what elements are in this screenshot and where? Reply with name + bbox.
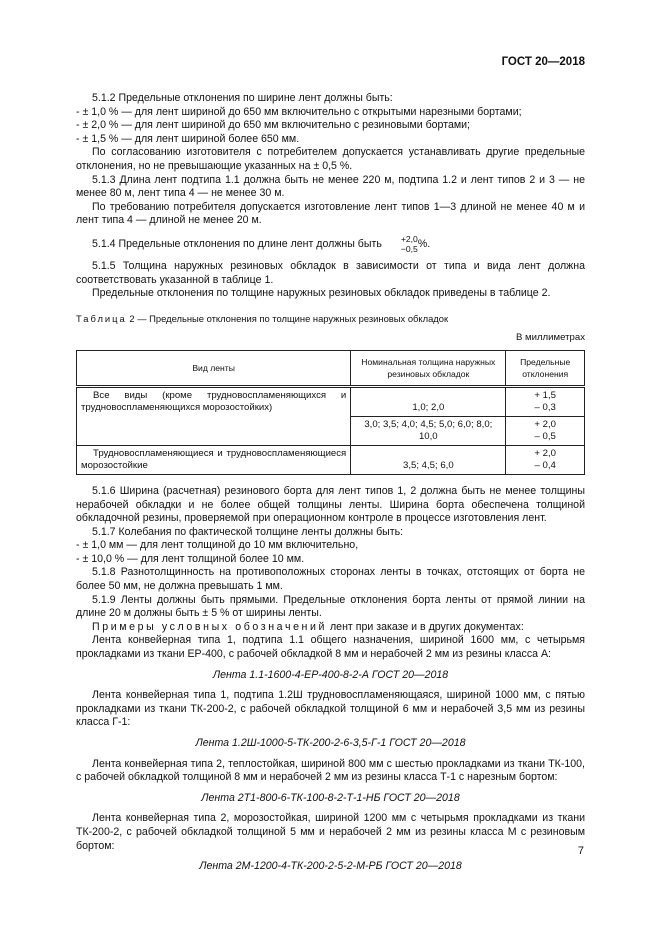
kind-cell: Трудновоспламеняющиеся и трудновоспламеняющиеся морозостойкие bbox=[77, 445, 351, 474]
list-item: - ± 2,0 % — для лент шириной до 650 мм включительно с резиновыми бортами; bbox=[76, 119, 470, 132]
examples-intro bbox=[76, 621, 585, 635]
list-item: - ± 1,0 % — для лент шириной до 650 мм включительно с открытыми нарезными бортами; bbox=[76, 105, 522, 118]
section-5-1-3: 5.1.3 Длина лент подтипа 1.1 должна быть не менее 220 м, подтипа 1.2 и лент типов 2 и 3 — не менее 80 м, лент типа 4 — не менее 30 м. bbox=[76, 173, 585, 200]
column-header-kind: Вид ленты bbox=[77, 350, 351, 386]
table-header-row bbox=[77, 350, 585, 386]
thickness-cell: 3,5; 4,5; 6,0 bbox=[351, 445, 506, 474]
example-designation: Лента 2М-1200-4-ТК-200-2-5-2-М-РБ ГОСТ 20—2018 bbox=[199, 860, 462, 873]
table-caption-word: Таблица bbox=[76, 312, 127, 324]
table-2-unit: В миллиметрах bbox=[515, 332, 585, 344]
example-designation: Лента 1.1-1600-4-ЕР-400-8-2-А ГОСТ 20—2018 bbox=[212, 668, 449, 681]
deviation-minus: – 0,5 bbox=[534, 430, 556, 442]
tolerance-lower: −0,5 bbox=[400, 243, 418, 254]
section-5-1-2-title: 5.1.2 Предельные отклонения по ширине лент должны быть: bbox=[92, 92, 393, 104]
example-description: Лента конвейерная типа 2, теплостойкая, шириной 800 мм с шестью прокладками из ткани ТК-100, с рабочей обкладкой толщиной 8 мм и нерабочей 2 мм из резины класса Т-1 с нарезным бортом: bbox=[76, 757, 585, 784]
deviation-plus: + 1,5 bbox=[534, 389, 556, 401]
section-5-1-6: 5.1.6 Ширина (расчетная) резинового борта для лент типов 1, 2 должна быть не менее толщины нерабочей обкладки и не более общей толщины ленты. Ширина борта обеспечена толщиной обкладочной резины, проверяемой при операционном контроле в процессе изготовления лент. bbox=[76, 484, 585, 525]
tolerance-upper: +2,0 bbox=[400, 233, 418, 244]
table-2-caption bbox=[76, 312, 585, 326]
example-description: Лента конвейерная типа 2, морозостойкая, шириной 1200 мм с четырьмя прокладками из ткани ТК-200-2, с рабочей обкладкой толщиной 5 мм и нерабочей 2 мм из резины класса М с резиновым бортом: bbox=[76, 812, 585, 852]
examples-heading: Примеры условных обозначений bbox=[92, 620, 328, 633]
deviation-cell bbox=[506, 416, 585, 445]
example-description: Лента конвейерная типа 1, подтипа 1.1 общего назначения, шириной 1600 мм, с четырьмя прокладками из ткани ЕР-400, с рабочей обкладкой 8 мм и нерабочей 2 мм из резины класса А: bbox=[76, 634, 585, 661]
table-row bbox=[77, 386, 585, 416]
length-tolerance bbox=[385, 234, 418, 254]
page-number: 7 bbox=[577, 845, 584, 857]
deviation-minus: – 0,3 bbox=[534, 401, 556, 413]
deviation-minus: – 0,4 bbox=[534, 459, 556, 471]
deviation-cell bbox=[506, 445, 585, 474]
deviation-plus: + 2,0 bbox=[534, 447, 556, 459]
example-description: Лента конвейерная типа 1, подтипа 1.2Ш трудновоспламеняющаяся, шириной 1000 мм, с пятью прокладками из ткани ТК-200-2, с рабочей обкладкой толщиной 6 мм и нерабочей 3,5 мм из резины класса Г-1: bbox=[76, 689, 585, 729]
examples-intro-text: лент при заказе и в других документах: bbox=[330, 620, 524, 633]
section-5-1-5: 5.1.5 Толщина наружных резиновых обкладок в зависимости от типа и вида лент должна соответствовать указанной в таблице 1. bbox=[76, 259, 585, 286]
section-5-1-4-text: 5.1.4 Предельные отклонения по длине лент должны быть bbox=[92, 237, 382, 250]
table-2 bbox=[76, 350, 585, 475]
tolerance-unit: %. bbox=[417, 237, 431, 250]
section-5-1-8: 5.1.8 Разнотолщинность на противоположных сторонах ленты в точках, отстоящих от борта не более 50 мм, не должна превышать 1 мм. bbox=[76, 566, 585, 593]
section-5-1-7-title: 5.1.7 Колебания по фактической толщине ленты должны быть: bbox=[92, 525, 404, 538]
thickness-cell: 3,0; 3,5; 4,0; 4,5; 5,0; 6,0; 8,0; 10,0 bbox=[351, 416, 506, 445]
column-header-thickness: Номинальная толщина наружных резиновых обкладок bbox=[351, 350, 506, 386]
example-designation: Лента 2Т1-800-6-ТК-100-8-2-Т-1-НБ ГОСТ 20—2018 bbox=[201, 791, 460, 804]
table-caption-text: 2 — Предельные отклонения по толщине наружных резиновых обкладок bbox=[129, 312, 449, 324]
example-designation: Лента 1.2Ш-1000-5-ТК-200-2-6-3,5-Г-1 ГОСТ 20—2018 bbox=[195, 737, 466, 749]
document-code: ГОСТ 20—2018 bbox=[501, 56, 585, 68]
section-5-1-2-note: По согласованию изготовителя с потребителем допускается устанавливать другие предельные отклонения, но не превышающие указанных на ± 0,5 %. bbox=[76, 146, 585, 172]
section-5-1-3-note: По требованию потребителя допускается изготовление лент типов 1—3 длиной не менее 40 м и лент типа 4 — длиной не менее 20 м. bbox=[76, 200, 585, 227]
table-row bbox=[77, 445, 585, 474]
list-item: - ± 1,0 мм — для лент толщиной до 10 мм включительно, bbox=[76, 539, 359, 552]
section-5-1-4 bbox=[76, 234, 585, 254]
section-5-1-5-note: Предельные отклонения по толщине наружных резиновых обкладок приведены в таблице 2. bbox=[92, 287, 551, 300]
list-item: - ± 1,5 % — для лент шириной более 650 мм. bbox=[76, 132, 300, 145]
list-item: - ± 10,0 % — для лент толщиной более 10 мм. bbox=[76, 552, 305, 565]
deviation-cell bbox=[506, 386, 585, 416]
kind-cell: Все виды (кроме трудновоспламеняющихся и трудновоспламеняющихся морозостойких) bbox=[77, 386, 351, 445]
thickness-cell: 1,0; 2,0 bbox=[351, 386, 506, 416]
section-5-1-9: 5.1.9 Ленты должны быть прямыми. Предельные отклонения борта ленты от прямой линии на длине 20 м должны быть ± 5 % от ширины ленты. bbox=[76, 593, 585, 620]
document-body bbox=[76, 92, 585, 881]
column-header-deviation: Предельные отклонения bbox=[506, 350, 585, 386]
deviation-plus: + 2,0 bbox=[534, 418, 556, 430]
